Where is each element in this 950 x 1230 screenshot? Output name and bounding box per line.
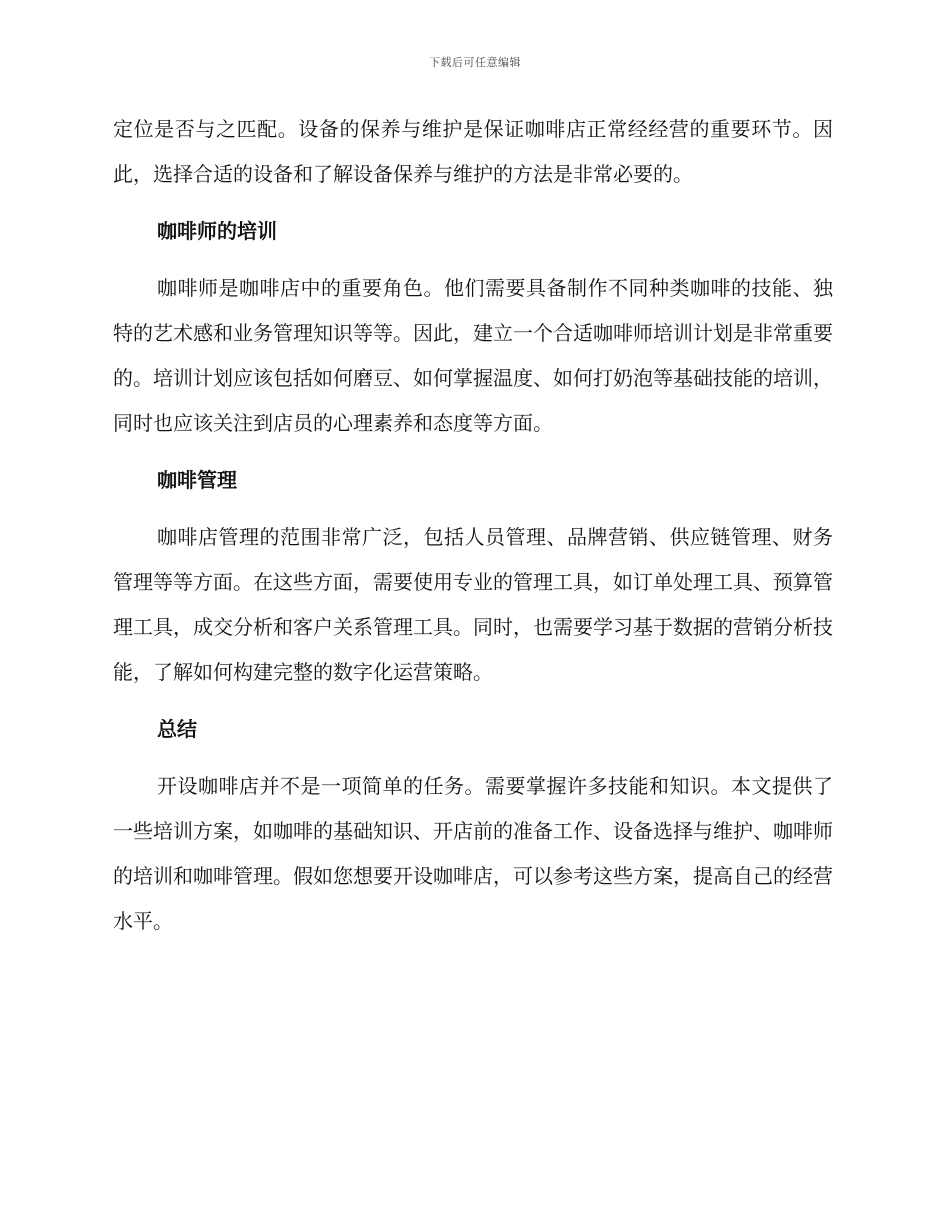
intro-continued-paragraph: 定位是否与之匹配。设备的保养与维护是保证咖啡店正常经经营的重要环节。因此，选择合适的设备和了解设备保养与维护的方法是非常必要的。 (113, 117, 833, 186)
barista-training-heading: 咖啡师的培训 (157, 219, 277, 243)
coffee-management-paragraph: 咖啡店管理的范围非常广泛，包括人员管理、品牌营销、供应链管理、财务管理等等方面。在这些方面，需要使用专业的管理工具，如订单处理工具、预算管理工具，成交分析和客户关系管理工具。同时，也需要学习基于数据的营销分析技能，了解如何构建完整的数字化运营策略。 (113, 525, 833, 684)
coffee-management-heading: 咖啡管理 (157, 468, 237, 492)
document-body (113, 107, 833, 944)
barista-training-paragraph: 咖啡师是咖啡店中的重要角色。他们需要具备制作不同种类咖啡的技能、独特的艺术感和业务管理知识等等。因此，建立一个合适咖啡师培训计划是非常重要的。培训计划应该包括如何磨豆、如何掌握温度、如何打奶泡等基础技能的培训，同时也应该关注到店员的心理素养和态度等方面。 (113, 276, 833, 435)
summary-heading: 总结 (157, 717, 197, 741)
header-note: 下载后可任意编辑 (429, 56, 521, 69)
summary-paragraph: 开设咖啡店并不是一项简单的任务。需要掌握许多技能和知识。本文提供了一些培训方案，如咖啡的基础知识、开店前的准备工作、设备选择与维护、咖啡师的培训和咖啡管理。假如您想要开设咖啡店，可以参考这些方案，提高自己的经营水平。 (113, 774, 833, 933)
